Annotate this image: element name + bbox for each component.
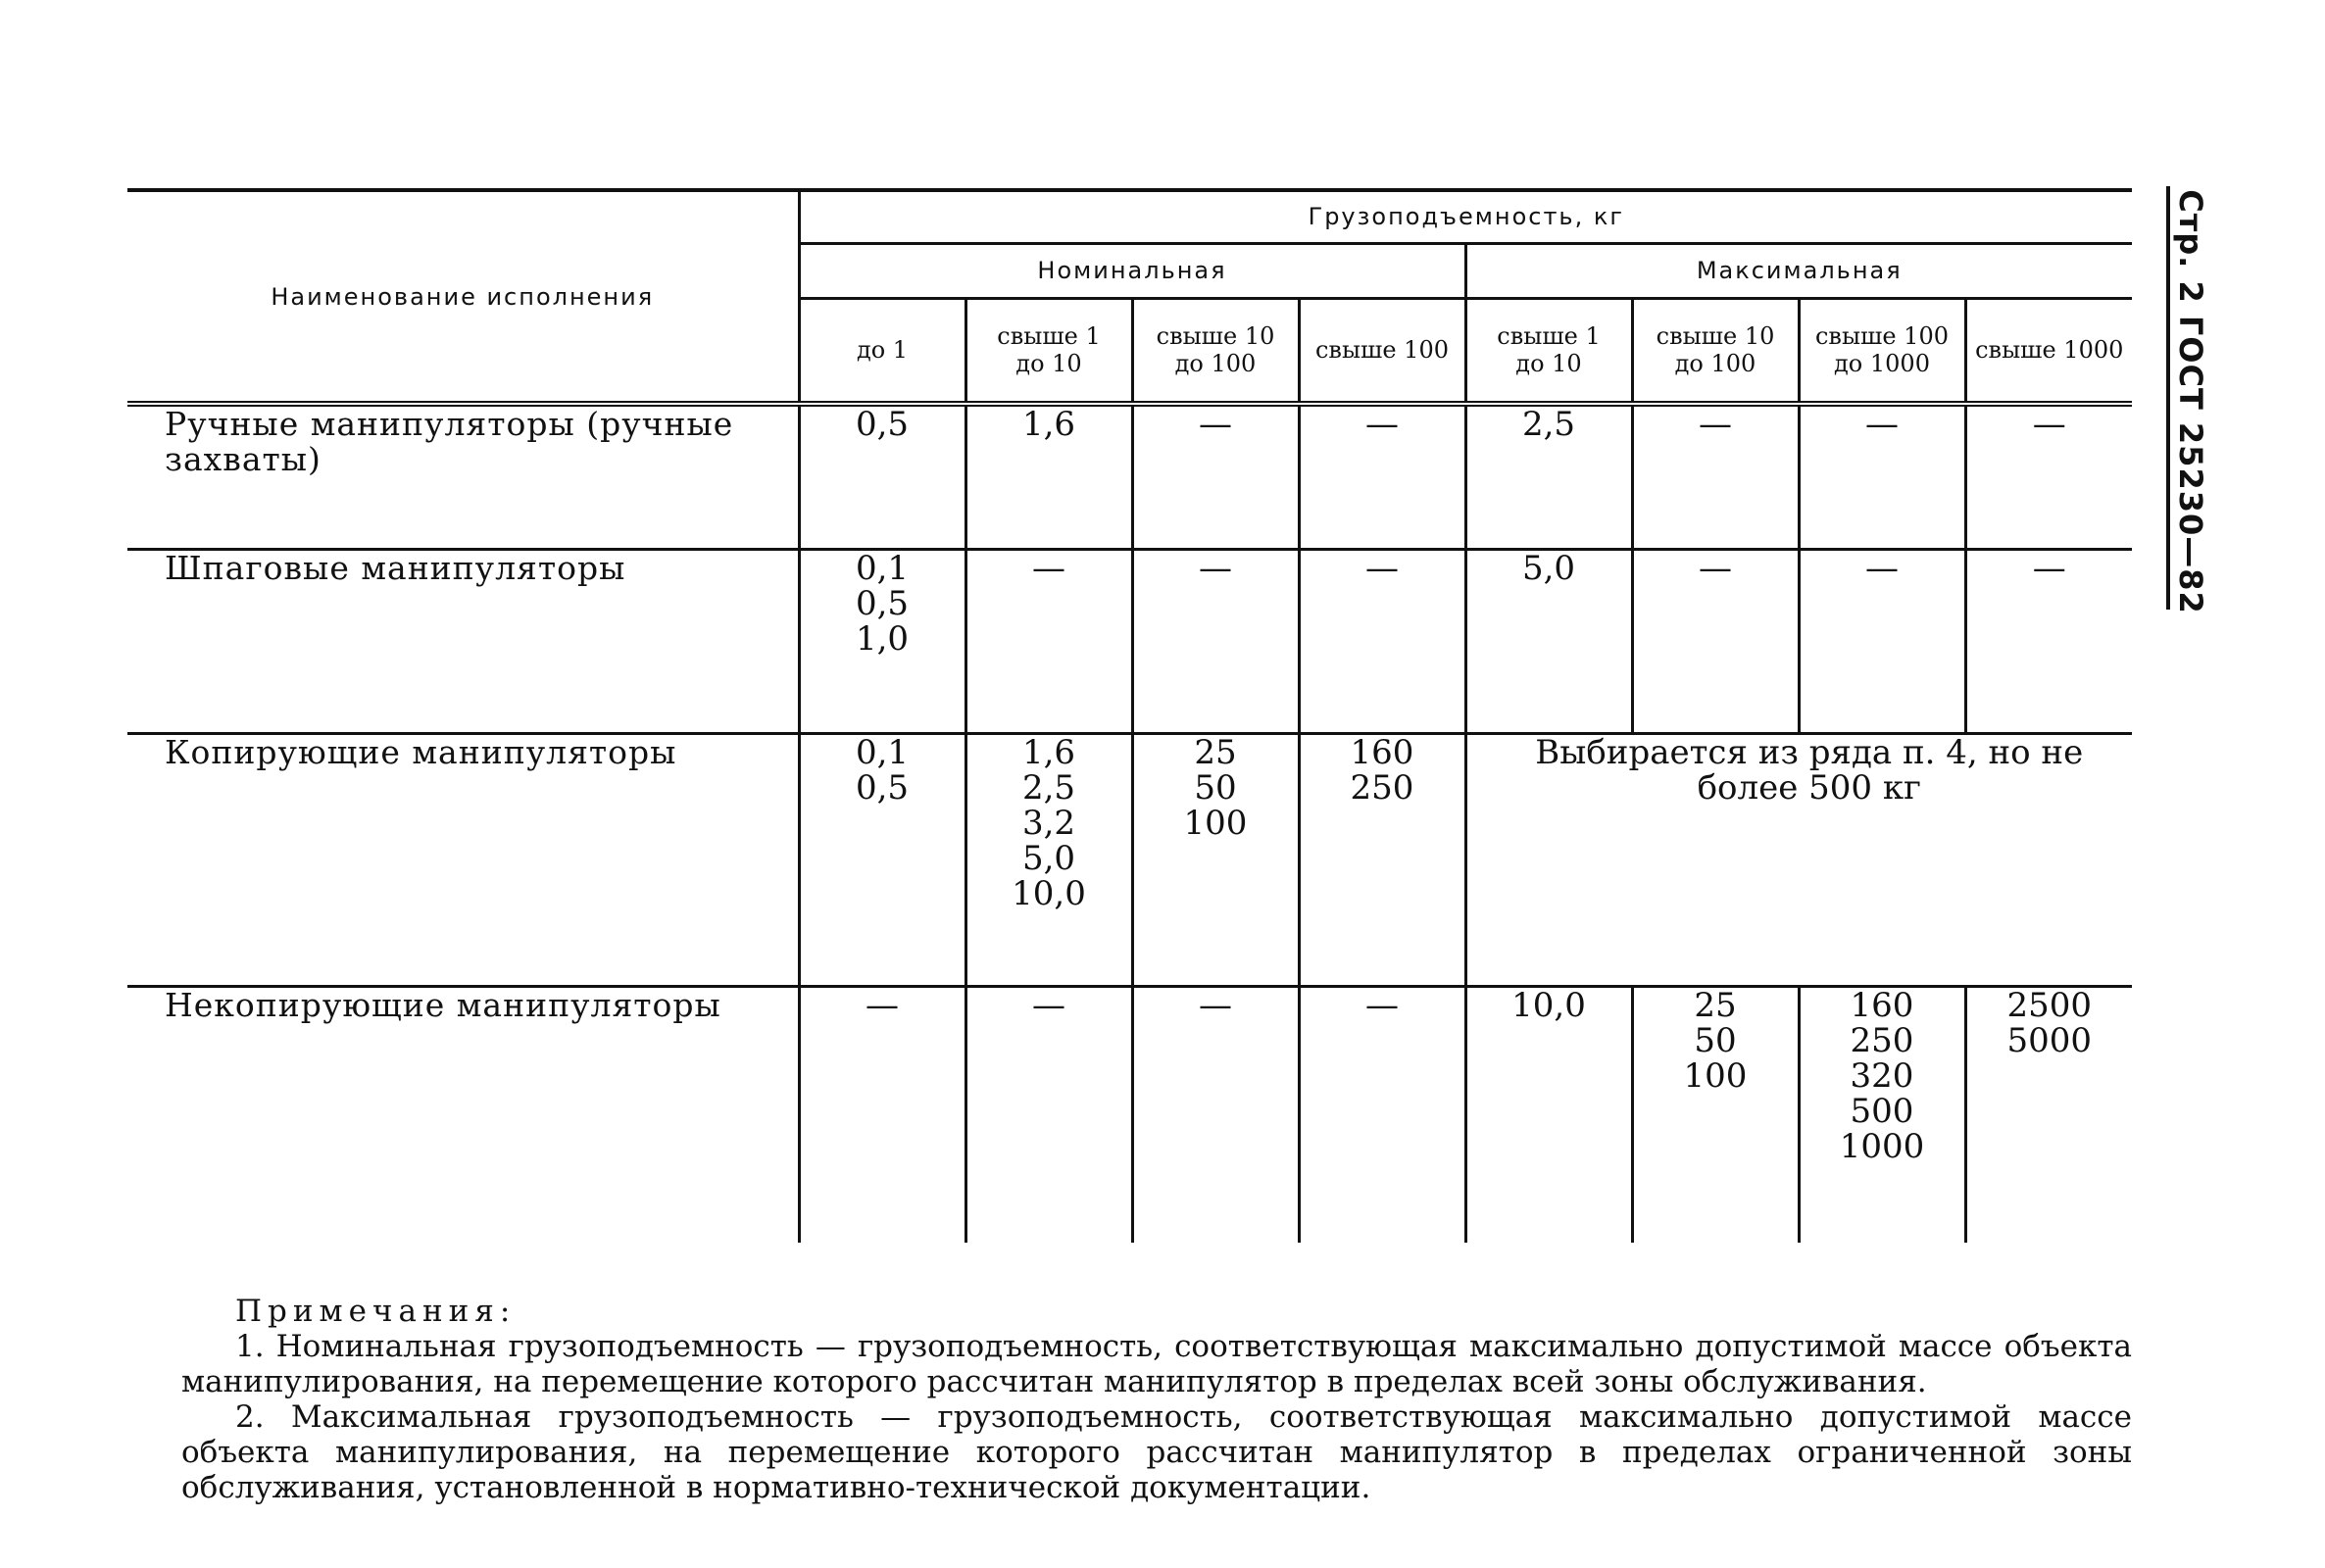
table-cell: — xyxy=(1299,549,1465,733)
table-cell: 25 50 100 xyxy=(1132,733,1299,986)
table-cell: — xyxy=(1299,986,1465,1243)
table-cell: 25 50 100 xyxy=(1632,986,1799,1243)
table-cell: — xyxy=(1799,404,1965,549)
table-row xyxy=(127,549,2132,733)
col-header: свыше 10 до 100 xyxy=(1632,298,1799,404)
table-cell: 0,5 xyxy=(799,404,965,549)
table-cell: 0,1 0,5 xyxy=(799,733,965,986)
table-cell: — xyxy=(965,549,1132,733)
notes-section xyxy=(181,1294,2132,1505)
running-header xyxy=(2156,186,2225,617)
table-cell: 160 250 320 500 1000 xyxy=(1799,986,1965,1243)
table-cell: 0,1 0,5 1,0 xyxy=(799,549,965,733)
note-item: 2. Максимальная грузоподъемность — грузоподъемность, соответствующая максимально допустимой массе объекта манипулирования, на перемещение которого рассчитан манипулятор в пределах ограниченной зоны обслуживания, установленной в нормативно-технической документации. xyxy=(181,1399,2132,1505)
table-cell: — xyxy=(1132,986,1299,1243)
table-row xyxy=(127,986,2132,1243)
header-rule xyxy=(2166,186,2170,610)
col-header: свыше 1000 xyxy=(1965,298,2132,404)
row-name: Ручные манипуляторы (ручные захваты) xyxy=(165,405,734,478)
nominal-header: Номинальная xyxy=(799,243,1465,298)
col-header: свыше 100 до 1000 xyxy=(1799,298,1965,404)
col-header: до 1 xyxy=(799,298,965,404)
table-cell: — xyxy=(1632,404,1799,549)
table-cell: 5,0 xyxy=(1465,549,1632,733)
table-cell: 10,0 xyxy=(1465,986,1632,1243)
load-capacity-header: Грузоподъемность, кг xyxy=(799,190,2132,243)
load-capacity-table xyxy=(127,188,2132,1243)
table-cell: — xyxy=(1799,549,1965,733)
table-cell: 1,6 xyxy=(965,404,1132,549)
row-name: Копирующие манипуляторы xyxy=(127,733,799,986)
table-cell: 2,5 xyxy=(1465,404,1632,549)
table-cell: 2500 5000 xyxy=(1965,986,2132,1243)
page-reference: Стр. 2 ГОСТ 25230—82 xyxy=(2172,189,2209,614)
table-cell: — xyxy=(1632,549,1799,733)
table-cell: — xyxy=(1132,549,1299,733)
maximum-header: Максимальная xyxy=(1465,243,2132,298)
notes-title: Примечания: xyxy=(235,1294,517,1329)
table-cell: 160 250 xyxy=(1299,733,1465,986)
table-cell: — xyxy=(799,986,965,1243)
col-header: свыше 1 до 10 xyxy=(1465,298,1632,404)
table-cell: 1,6 2,5 3,2 5,0 10,0 xyxy=(965,733,1132,986)
col-header: свыше 10 до 100 xyxy=(1132,298,1299,404)
row-name: Некопирующие манипуляторы xyxy=(127,986,799,1243)
table-cell: — xyxy=(1132,404,1299,549)
table-cell: — xyxy=(1965,404,2132,549)
table-row xyxy=(127,404,2132,549)
col-header: свыше 1 до 10 xyxy=(965,298,1132,404)
row-name: Шпаговые манипуляторы xyxy=(127,549,799,733)
name-column-header: Наименование исполнения xyxy=(127,190,799,404)
table-cell: — xyxy=(1965,549,2132,733)
merged-maximum-cell: Выбирается из ряда п. 4, но не более 500 кг xyxy=(1465,733,2132,986)
note-item: 1. Номинальная грузоподъемность — грузоподъемность, соответствующая максимально допустимой массе объекта манипулирования, на перемещение которого рассчитан манипулятор в пределах всей зоны обслуживания. xyxy=(181,1329,2132,1399)
table-cell: — xyxy=(1299,404,1465,549)
table-row xyxy=(127,733,2132,986)
table-cell: — xyxy=(965,986,1132,1243)
col-header: свыше 100 xyxy=(1299,298,1465,404)
